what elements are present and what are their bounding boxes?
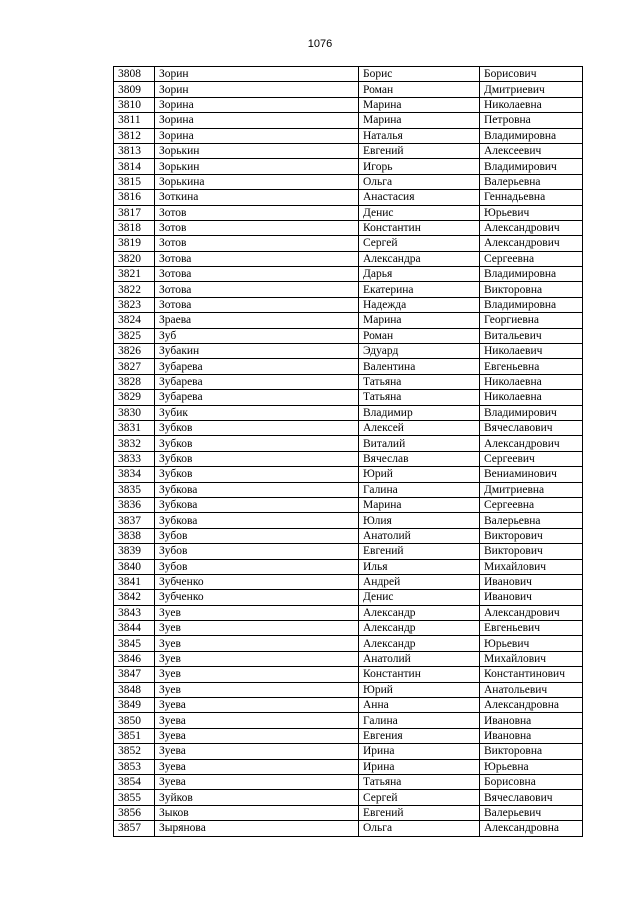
first-name-cell: Юлия [359, 513, 480, 528]
first-name-cell: Анатолий [359, 651, 480, 666]
record-number-cell: 3850 [114, 713, 155, 728]
patronymic-cell: Дмитриевич [480, 82, 583, 97]
first-name-cell: Игорь [359, 159, 480, 174]
first-name-cell: Денис [359, 590, 480, 605]
table-row [114, 420, 583, 435]
first-name-cell: Сергей [359, 236, 480, 251]
first-name-cell: Александр [359, 621, 480, 636]
patronymic-cell: Александрович [480, 220, 583, 235]
surname-cell: Зубкова [155, 497, 359, 512]
surname-cell: Зуева [155, 728, 359, 743]
surname-cell: Зубов [155, 559, 359, 574]
table-row [114, 651, 583, 666]
patronymic-cell: Борисович [480, 67, 583, 82]
table-row [114, 574, 583, 589]
record-number-cell: 3809 [114, 82, 155, 97]
patronymic-cell: Владимировна [480, 297, 583, 312]
table-row [114, 559, 583, 574]
page-number: 1076 [307, 38, 333, 50]
patronymic-cell: Анатольевич [480, 682, 583, 697]
table-row [114, 236, 583, 251]
patronymic-cell: Николаевна [480, 374, 583, 389]
table-row [114, 451, 583, 466]
patronymic-cell: Валерьевна [480, 513, 583, 528]
first-name-cell: Борис [359, 67, 480, 82]
first-name-cell: Татьяна [359, 374, 480, 389]
first-name-cell: Ирина [359, 744, 480, 759]
patronymic-cell: Владимирович [480, 405, 583, 420]
first-name-cell: Анатолий [359, 528, 480, 543]
first-name-cell: Александр [359, 605, 480, 620]
record-number-cell: 3833 [114, 451, 155, 466]
patronymic-cell: Борисовна [480, 774, 583, 789]
first-name-cell: Евгений [359, 805, 480, 820]
surname-cell: Зубарева [155, 390, 359, 405]
surname-cell: Зраева [155, 313, 359, 328]
patronymic-cell: Евгеньевна [480, 359, 583, 374]
first-name-cell: Татьяна [359, 390, 480, 405]
surname-cell: Зубченко [155, 574, 359, 589]
table-row [114, 82, 583, 97]
surname-cell: Зыков [155, 805, 359, 820]
patronymic-cell: Петровна [480, 113, 583, 128]
first-name-cell: Юрий [359, 467, 480, 482]
surname-cell: Зуева [155, 759, 359, 774]
patronymic-cell: Сергеевна [480, 497, 583, 512]
surname-cell: Зуев [155, 682, 359, 697]
record-number-cell: 3813 [114, 143, 155, 158]
first-name-cell: Анна [359, 698, 480, 713]
first-name-cell: Илья [359, 559, 480, 574]
surname-cell: Зорин [155, 82, 359, 97]
record-number-cell: 3825 [114, 328, 155, 343]
surname-cell: Зубов [155, 528, 359, 543]
first-name-cell: Александр [359, 636, 480, 651]
patronymic-cell: Николаевна [480, 390, 583, 405]
surname-cell: Зуев [155, 651, 359, 666]
record-number-cell: 3828 [114, 374, 155, 389]
patronymic-cell: Вячеславович [480, 420, 583, 435]
record-number-cell: 3843 [114, 605, 155, 620]
first-name-cell: Евгений [359, 143, 480, 158]
surname-cell: Зотова [155, 282, 359, 297]
table-row [114, 467, 583, 482]
patronymic-cell: Александровна [480, 821, 583, 836]
patronymic-cell: Юрьевич [480, 636, 583, 651]
table-row [114, 528, 583, 543]
roster-table [113, 66, 583, 837]
table-row [114, 605, 583, 620]
table-row [114, 698, 583, 713]
patronymic-cell: Александрович [480, 436, 583, 451]
table-row [114, 728, 583, 743]
first-name-cell: Екатерина [359, 282, 480, 297]
first-name-cell: Виталий [359, 436, 480, 451]
first-name-cell: Надежда [359, 297, 480, 312]
table-row [114, 713, 583, 728]
table-row [114, 805, 583, 820]
table-row [114, 544, 583, 559]
record-number-cell: 3854 [114, 774, 155, 789]
surname-cell: Зубик [155, 405, 359, 420]
table-row [114, 621, 583, 636]
surname-cell: Зорин [155, 67, 359, 82]
table-row [114, 405, 583, 420]
surname-cell: Зырянова [155, 821, 359, 836]
record-number-cell: 3847 [114, 667, 155, 682]
surname-cell: Зубков [155, 467, 359, 482]
record-number-cell: 3823 [114, 297, 155, 312]
record-number-cell: 3839 [114, 544, 155, 559]
patronymic-cell: Владимировна [480, 128, 583, 143]
table-row [114, 682, 583, 697]
surname-cell: Зубарева [155, 359, 359, 374]
table-row [114, 328, 583, 343]
patronymic-cell: Владимирович [480, 159, 583, 174]
record-number-cell: 3808 [114, 67, 155, 82]
patronymic-cell: Александрович [480, 605, 583, 620]
surname-cell: Зубков [155, 436, 359, 451]
patronymic-cell: Иванович [480, 574, 583, 589]
record-number-cell: 3827 [114, 359, 155, 374]
first-name-cell: Евгения [359, 728, 480, 743]
table-row [114, 744, 583, 759]
record-number-cell: 3831 [114, 420, 155, 435]
first-name-cell: Вячеслав [359, 451, 480, 466]
first-name-cell: Ольга [359, 821, 480, 836]
record-number-cell: 3821 [114, 267, 155, 282]
record-number-cell: 3835 [114, 482, 155, 497]
surname-cell: Зубкова [155, 482, 359, 497]
first-name-cell: Наталья [359, 128, 480, 143]
record-number-cell: 3834 [114, 467, 155, 482]
patronymic-cell: Валерьевич [480, 805, 583, 820]
patronymic-cell: Евгеньевич [480, 621, 583, 636]
patronymic-cell: Николаевна [480, 97, 583, 112]
record-number-cell: 3846 [114, 651, 155, 666]
record-number-cell: 3819 [114, 236, 155, 251]
surname-cell: Зорькин [155, 159, 359, 174]
surname-cell: Зотова [155, 251, 359, 266]
table-row [114, 267, 583, 282]
surname-cell: Зубкова [155, 513, 359, 528]
record-number-cell: 3832 [114, 436, 155, 451]
patronymic-cell: Викторовна [480, 744, 583, 759]
table-row [114, 159, 583, 174]
table-row [114, 774, 583, 789]
first-name-cell: Дарья [359, 267, 480, 282]
surname-cell: Зуев [155, 605, 359, 620]
patronymic-cell: Владимировна [480, 267, 583, 282]
table-row [114, 513, 583, 528]
record-number-cell: 3838 [114, 528, 155, 543]
record-number-cell: 3817 [114, 205, 155, 220]
patronymic-cell: Николаевич [480, 344, 583, 359]
table-row [114, 143, 583, 158]
surname-cell: Зорькин [155, 143, 359, 158]
surname-cell: Зорина [155, 113, 359, 128]
record-number-cell: 3836 [114, 497, 155, 512]
table-row [114, 636, 583, 651]
table-row [114, 759, 583, 774]
patronymic-cell: Сергеевич [480, 451, 583, 466]
table-row [114, 113, 583, 128]
record-number-cell: 3815 [114, 174, 155, 189]
patronymic-cell: Юрьевич [480, 205, 583, 220]
first-name-cell: Эдуард [359, 344, 480, 359]
surname-cell: Зубарева [155, 374, 359, 389]
patronymic-cell: Вячеславович [480, 790, 583, 805]
patronymic-cell: Ивановна [480, 728, 583, 743]
patronymic-cell: Александровна [480, 698, 583, 713]
surname-cell: Зорина [155, 128, 359, 143]
surname-cell: Зубков [155, 420, 359, 435]
table-row [114, 359, 583, 374]
first-name-cell: Роман [359, 82, 480, 97]
table-row [114, 205, 583, 220]
surname-cell: Зуев [155, 667, 359, 682]
first-name-cell: Марина [359, 97, 480, 112]
surname-cell: Зорькина [155, 174, 359, 189]
patronymic-cell: Дмитриевна [480, 482, 583, 497]
first-name-cell: Юрий [359, 682, 480, 697]
patronymic-cell: Константинович [480, 667, 583, 682]
table-row [114, 482, 583, 497]
record-number-cell: 3829 [114, 390, 155, 405]
surname-cell: Зорина [155, 97, 359, 112]
record-number-cell: 3820 [114, 251, 155, 266]
patronymic-cell: Викторович [480, 544, 583, 559]
surname-cell: Зуйков [155, 790, 359, 805]
surname-cell: Зотов [155, 236, 359, 251]
first-name-cell: Константин [359, 667, 480, 682]
surname-cell: Зуева [155, 713, 359, 728]
table-row [114, 220, 583, 235]
first-name-cell: Марина [359, 313, 480, 328]
patronymic-cell: Сергеевна [480, 251, 583, 266]
surname-cell: Зотов [155, 205, 359, 220]
record-number-cell: 3816 [114, 190, 155, 205]
table-row [114, 282, 583, 297]
record-number-cell: 3811 [114, 113, 155, 128]
patronymic-cell: Ивановна [480, 713, 583, 728]
table-row [114, 67, 583, 82]
surname-cell: Зотова [155, 267, 359, 282]
record-number-cell: 3842 [114, 590, 155, 605]
first-name-cell: Владимир [359, 405, 480, 420]
table-row [114, 497, 583, 512]
surname-cell: Зубченко [155, 590, 359, 605]
table-row [114, 128, 583, 143]
patronymic-cell: Юрьевна [480, 759, 583, 774]
table-row [114, 390, 583, 405]
record-number-cell: 3841 [114, 574, 155, 589]
surname-cell: Зуева [155, 698, 359, 713]
surname-cell: Зуев [155, 621, 359, 636]
first-name-cell: Евгений [359, 544, 480, 559]
record-number-cell: 3853 [114, 759, 155, 774]
first-name-cell: Марина [359, 497, 480, 512]
record-number-cell: 3837 [114, 513, 155, 528]
patronymic-cell: Геннадьевна [480, 190, 583, 205]
patronymic-cell: Алексеевич [480, 143, 583, 158]
table-row [114, 251, 583, 266]
patronymic-cell: Михайлович [480, 651, 583, 666]
record-number-cell: 3856 [114, 805, 155, 820]
record-number-cell: 3844 [114, 621, 155, 636]
record-number-cell: 3852 [114, 744, 155, 759]
first-name-cell: Сергей [359, 790, 480, 805]
surname-cell: Зотова [155, 297, 359, 312]
surname-cell: Зоткина [155, 190, 359, 205]
record-number-cell: 3818 [114, 220, 155, 235]
table-row [114, 436, 583, 451]
record-number-cell: 3840 [114, 559, 155, 574]
first-name-cell: Валентина [359, 359, 480, 374]
surname-cell: Зуев [155, 636, 359, 651]
first-name-cell: Андрей [359, 574, 480, 589]
first-name-cell: Ольга [359, 174, 480, 189]
table-row [114, 374, 583, 389]
first-name-cell: Ирина [359, 759, 480, 774]
first-name-cell: Марина [359, 113, 480, 128]
first-name-cell: Роман [359, 328, 480, 343]
first-name-cell: Алексей [359, 420, 480, 435]
first-name-cell: Галина [359, 482, 480, 497]
patronymic-cell: Валерьевна [480, 174, 583, 189]
table-row [114, 667, 583, 682]
table-row [114, 174, 583, 189]
patronymic-cell: Иванович [480, 590, 583, 605]
first-name-cell: Денис [359, 205, 480, 220]
surname-cell: Зубков [155, 451, 359, 466]
roster-table-body [114, 67, 583, 837]
table-row [114, 790, 583, 805]
first-name-cell: Галина [359, 713, 480, 728]
record-number-cell: 3814 [114, 159, 155, 174]
patronymic-cell: Александрович [480, 236, 583, 251]
patronymic-cell: Вениаминович [480, 467, 583, 482]
table-row [114, 97, 583, 112]
record-number-cell: 3845 [114, 636, 155, 651]
table-row [114, 821, 583, 836]
record-number-cell: 3826 [114, 344, 155, 359]
patronymic-cell: Викторович [480, 528, 583, 543]
record-number-cell: 3812 [114, 128, 155, 143]
first-name-cell: Александра [359, 251, 480, 266]
record-number-cell: 3822 [114, 282, 155, 297]
record-number-cell: 3824 [114, 313, 155, 328]
first-name-cell: Татьяна [359, 774, 480, 789]
first-name-cell: Анастасия [359, 190, 480, 205]
record-number-cell: 3851 [114, 728, 155, 743]
surname-cell: Зуева [155, 774, 359, 789]
surname-cell: Зубакин [155, 344, 359, 359]
patronymic-cell: Викторовна [480, 282, 583, 297]
surname-cell: Зуева [155, 744, 359, 759]
record-number-cell: 3848 [114, 682, 155, 697]
first-name-cell: Константин [359, 220, 480, 235]
patronymic-cell: Витальевич [480, 328, 583, 343]
record-number-cell: 3810 [114, 97, 155, 112]
surname-cell: Зуб [155, 328, 359, 343]
record-number-cell: 3855 [114, 790, 155, 805]
record-number-cell: 3849 [114, 698, 155, 713]
table-row [114, 313, 583, 328]
record-number-cell: 3857 [114, 821, 155, 836]
patronymic-cell: Михайлович [480, 559, 583, 574]
patronymic-cell: Георгиевна [480, 313, 583, 328]
table-row [114, 344, 583, 359]
record-number-cell: 3830 [114, 405, 155, 420]
table-row [114, 297, 583, 312]
table-row [114, 590, 583, 605]
table-row [114, 190, 583, 205]
surname-cell: Зотов [155, 220, 359, 235]
surname-cell: Зубов [155, 544, 359, 559]
